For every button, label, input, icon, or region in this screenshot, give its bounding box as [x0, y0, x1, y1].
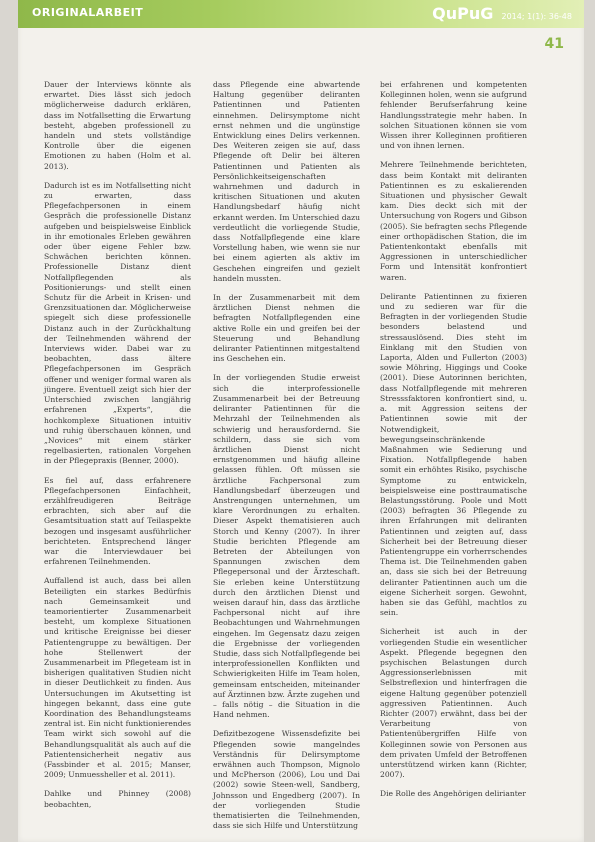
journal-logo: QuPuG [432, 4, 494, 23]
paragraph: Die Rolle des Angehörigen delirianter [380, 789, 526, 799]
paragraph: In der vorliegenden Studie erweist sich die interprofessionelle Zusammenarbeit bei der Betreuung deliranter Patientinnen für die Mehrzahl der Teilnehmenden als schwierig und herausfordernd. Sie schildern, dass sie sich vom ärztlichen Dienst nicht ernstgenommen und häufig alleine gelassen fühlen. Oft müssen sie ärztliche Fachpersonal zum Handlungsbedarf überzeugen und Anstrengungen unternehmen, um klare Verordnungen zu erhalten. Dieser Aspekt thematisieren auch Storch und Kenny (2007). In ihrer Studie berichten Pflegende am Betreten der Abteilungen von Spannungen zwischen dem Pflegepersonal und der Ärzteschaft. Sie erleben keine Unterstützung durch den ärztlichen Dienst und weisen darauf hin, dass das ärztliche Fachpersonal nicht auf ihre Beobachtungen und Wahrnehmungen eingehen. Im Gegensatz dazu zeigen die Ergebnisse der vorliegenden Studie, dass sich Notfallpflegende bei interprofessionellen Konflikten und Schwierigkeiten Hilfe im Team holen, gemeinsam entscheiden, miteinander auf Ärztinnen bzw. Ärzte zugehen und – falls nötig – die Situation in die Hand nehmen. [213, 373, 360, 720]
journal-branding [432, 4, 572, 23]
paragraph: Dauer der Interviews könnte als erwartet. Dies lässt sich jedoch möglicherweise dadurch erklären, dass im Notfallsetting die Erwartung besteht, abgeben professionell zu handeln und stets vollständige Kontrolle über die eigenen Emotionen zu haben (Holm et al. 2013). [44, 80, 191, 171]
paragraph: In der Zusammenarbeit mit dem ärztlichen Dienst nehmen die befragten Notfallpflegenden eine aktive Rolle ein und greifen bei der Steuerung und Behandlung deliranter Patientinnen mitgestaltend ins Geschehen ein. [213, 293, 360, 364]
paragraph: Es fiel auf, dass erfahrenere Pflegefachpersonen Einfachheit, erzählfreudigeren Beiträge erbrachten, sich aber auf die Gesamtsituation statt auf Teilaspekte bezogen und insgesamt ausführlicher berichteten. Entsprechend länger war die Interviewdauer bei erfahrenen Teilnehmenden. [44, 475, 191, 567]
paragraph: Dadurch ist es im Notfallsetting nicht zu erwarten, dass Pflegefachpersonen in einem Gespräch die professionelle Distanz aufgeben und beispielsweise Einblick in ihr emotionales Erleben gewähren oder über eigene Fehler bzw. Schwächen berichten können. Professionelle Distanz dient Notfallpflegenden als Positionierungs- und stellt einen Schutz für die Arbeit in Krisen- und Grenzsituationen dar. Möglicherweise spiegelt sich diese professionelle Distanz auch in der Zurückhaltung der Teilnehmenden während der Interviews wider. Dabei war zu beobachten, dass ältere Pflegefachpersonen im Gespräch offener und weniger formal waren als jüngere. Eventuell zeigt sich hier der Unterschied zwischen langjährig erfahrenen „Experts“, die hochkomplexe Situationen intuitiv und ruhig überschauen können, und „Novices“ mit einem stärker regelbasierten, rationalen Vorgehen in der Pflegepraxis (Benner, 2000). [44, 180, 191, 466]
paragraph: Delirante Patientinnen zu fixieren und zu sedieren war für die Befragten in der vorliegenden Studie besonders belastend und stressauslösend. Dies steht im Einklang mit den Studien von Laporta, Alden und Fullerton (2003) sowie Möhring, Higgings und Cooke (2001). Diese Autorinnen berichten, dass Notfallpflegende mit mehreren Stresssfaktoren konfrontiert sind, u. a. mit Aggression seitens der Patientinnen sowie mit der Notwendigkeit, bewegungseinschränkende Maßnahmen wie Sedierung und Fixation. Notfallpflegende haben somit ein erhöhtes Risiko, psychische Symptome zu entwickeln, beispielsweise eine posttraumatische Belastungsstörung. Poole und Mott (2003) befragten 36 Pflegende zu ihren Erfahrungen mit deliranten Patientinnen und zeigten auf, dass Sicherheit bei der Betreuung dieser Patientengruppe ein vorherrschendes Thema ist. Die Teilnehmenden gaben an, dass sie sich bei der Betreuung deliranter Patientinnen auch um die eigene Sicherheit sorgen. Gewohnt, haben sie das Gefühl, machtlos zu sein. [380, 291, 527, 618]
paragraph: Sicherheit ist auch in der vorliegenden Studie ein wesentlicher Aspekt. Pflegende begegnen den psychischen Belastungen durch Aggressionserlebnissen mit Selbstreflexion und hinterfragen die eigene Haltung gegenüber potenziell aggressiven Patientinnen. Auch Richter (2007) erwähnt, dass bei der Verarbeitung von Patientenübergriffen Hilfe von Kolleginnen sowie von Personen aus dem privaten Umfeld der Betroffenen unterstützend wirken kann (Richter, 2007). [380, 627, 527, 780]
text-column-left [44, 80, 191, 819]
text-column-right [380, 80, 527, 809]
section-label: ORIGINALARBEIT [32, 6, 144, 19]
paragraph: Defizitbezogene Wissensdefizite bei Pflegenden sowie mangelndes Verständnis für Delirsymptome erwähnen auch Thompson, Mignolo und McPherson (2006), Lou und Dai (2002) sowie Steen-well, Sandberg, Johnsson und Engedberg (2007). In der vorliegenden Studie thematisierten die Teilnehmenden, dass sie sich Hilfe und Unterstützung [213, 729, 360, 831]
page-number: 41 [544, 36, 564, 52]
page-header-banner [18, 0, 584, 28]
paragraph: bei erfahrenen und kompetenten Kolleginnen holen, wenn sie aufgrund fehlender Berufserfahrung keine Handlungsstrategie mehr haben. In solchen Situationen können sie vom Wissen ihrer Kolleginnen profitieren und von ihnen lernen. [380, 80, 527, 151]
paragraph: Dahlke und Phinney (2008) beobachten, [44, 789, 191, 809]
paragraph: Auffallend ist auch, dass bei allen Beteiligten ein starkes Bedürfnis nach Gemeinsamkeit und teamorientierter Zusammenarbeit besteht, um komplexe Situationen und kritische Ereignisse bei dieser Patientengruppe zu bewältigen. Der hohe Stellenwert der Zusammenarbeit im Pflegeteam ist in bisherigen qualitativen Studien nicht in dieser Deutlichkeit zu finden. Aus Untersuchungen im Akutsetting ist hingegen bekannt, dass eine gute Koordination des Behandlungsteams zentral ist. Ein nicht funktionierendes Team wirkt sich sowohl auf die Behandlungsqualität als auch auf die Patientensicherheit negativ aus (Fassbinder et al. 2015; Manser, 2009; Unmuessheller et al. 2011). [44, 576, 191, 780]
text-column-middle [213, 80, 360, 840]
journal-citation: 2014; 1(1): 36-48 [501, 12, 572, 21]
paragraph: Mehrere Teilnehmende berichteten, dass beim Kontakt mit deliranten Patientinnen es zu eskalierenden Situationen und physischer Gewalt kam. Dies deckt sich mit der Untersuchung von Rogers und Gibson (2005). Sie befragten sechs Pflegende einer orthopädischen Station, die im Patientenkontakt ebenfalls mit Aggressionen in unterschiedlicher Form und Intensität konfrontiert waren. [380, 160, 527, 282]
paragraph: dass Pflegende eine abwartende Haltung gegenüber deliranten Patientinnen und Patienten einnehmen. Delirsymptome nicht ernst nehmen und die ungünstige Entwicklung eines Delirs verkennen. Des Weiteren zeigen sie auf, dass Pflegende oft Delir bei älteren Patientinnen und Patienten als Persönlichkeitseigenschaften wahrnehmen und dadurch in kritischen Situationen und akuten Handlungsbedarf häufig nicht erkannt werden. Im Unterschied dazu verdeutlicht die vorliegende Studie, dass Notfallpflegende eine klare Vorstellung haben, wie wenn sie nur bei einem agierten als aktiv im Geschehen eingreifen und gezielt handeln mussten. [213, 80, 360, 283]
